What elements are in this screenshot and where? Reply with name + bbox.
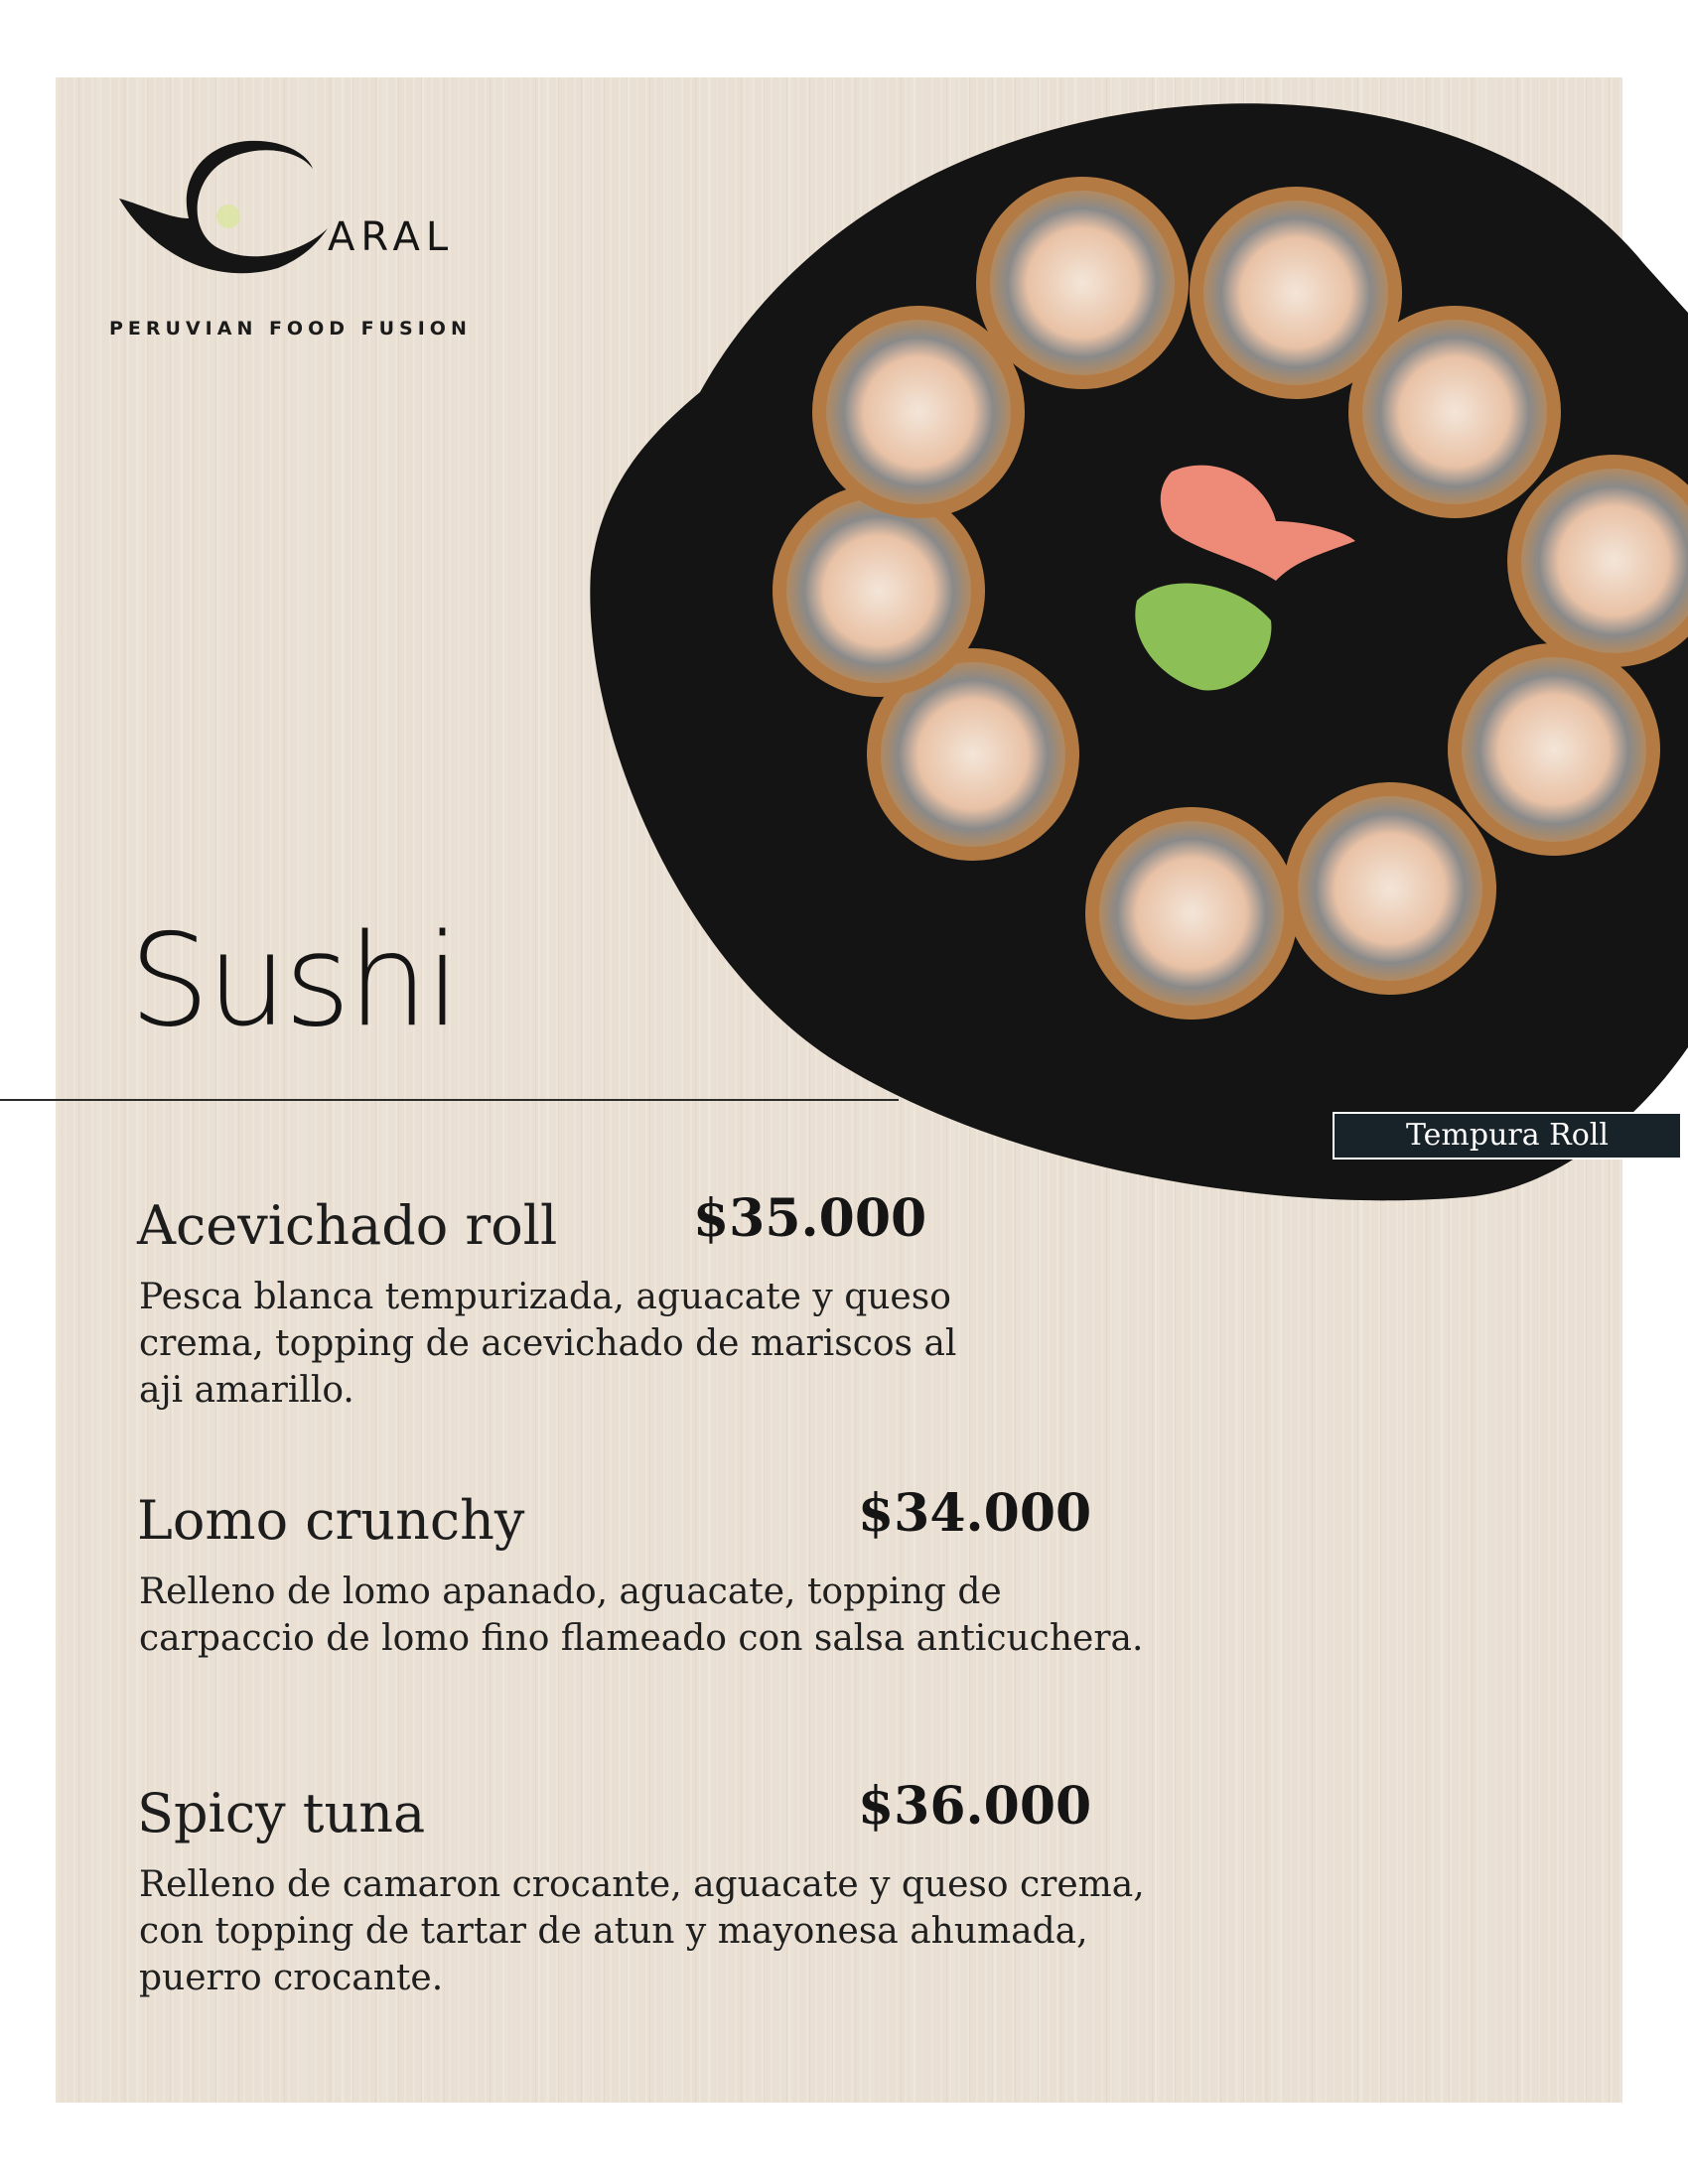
- description-line: Relleno de lomo apanado, aguacate, topping de: [139, 1571, 1002, 1612]
- menu-item-description: [139, 1274, 956, 1414]
- photo-caption: Tempura Roll: [1333, 1112, 1682, 1160]
- menu-item-name: Acevichado roll: [137, 1194, 558, 1257]
- logo-mark-icon: [109, 139, 467, 288]
- section-divider: [0, 1099, 899, 1101]
- description-line: Pesca blanca tempurizada, aguacate y queso: [139, 1277, 951, 1317]
- brand-tagline: PERUVIAN FOOD FUSION: [109, 318, 472, 340]
- description-line: aji amarillo.: [139, 1370, 354, 1411]
- section-title: Sushi: [129, 907, 458, 1055]
- hero-photo-tempura-roll: [581, 94, 1688, 1206]
- menu-item-name: Spicy tuna: [137, 1782, 426, 1844]
- menu-item-price: $36.000: [858, 1776, 1092, 1837]
- menu-item-description: [139, 1569, 1143, 1662]
- menu-item-price: $34.000: [858, 1483, 1092, 1544]
- menu-item-name: Lomo crunchy: [137, 1489, 525, 1552]
- description-line: puerro crocante.: [139, 1958, 444, 1998]
- description-line: carpaccio de lomo fino flameado con salsa anticuchera.: [139, 1618, 1144, 1659]
- logo-wordmark: ARAL: [328, 214, 455, 260]
- menu-item-description: [139, 1861, 1145, 2001]
- menu-item-price: $35.000: [693, 1188, 927, 1249]
- description-line: con topping de tartar de atun y mayonesa ahumada,: [139, 1911, 1088, 1952]
- description-line: Relleno de camaron crocante, aguacate y queso crema,: [139, 1864, 1145, 1905]
- brand-logo: [109, 139, 472, 347]
- description-line: crema, topping de acevichado de mariscos al: [139, 1323, 957, 1364]
